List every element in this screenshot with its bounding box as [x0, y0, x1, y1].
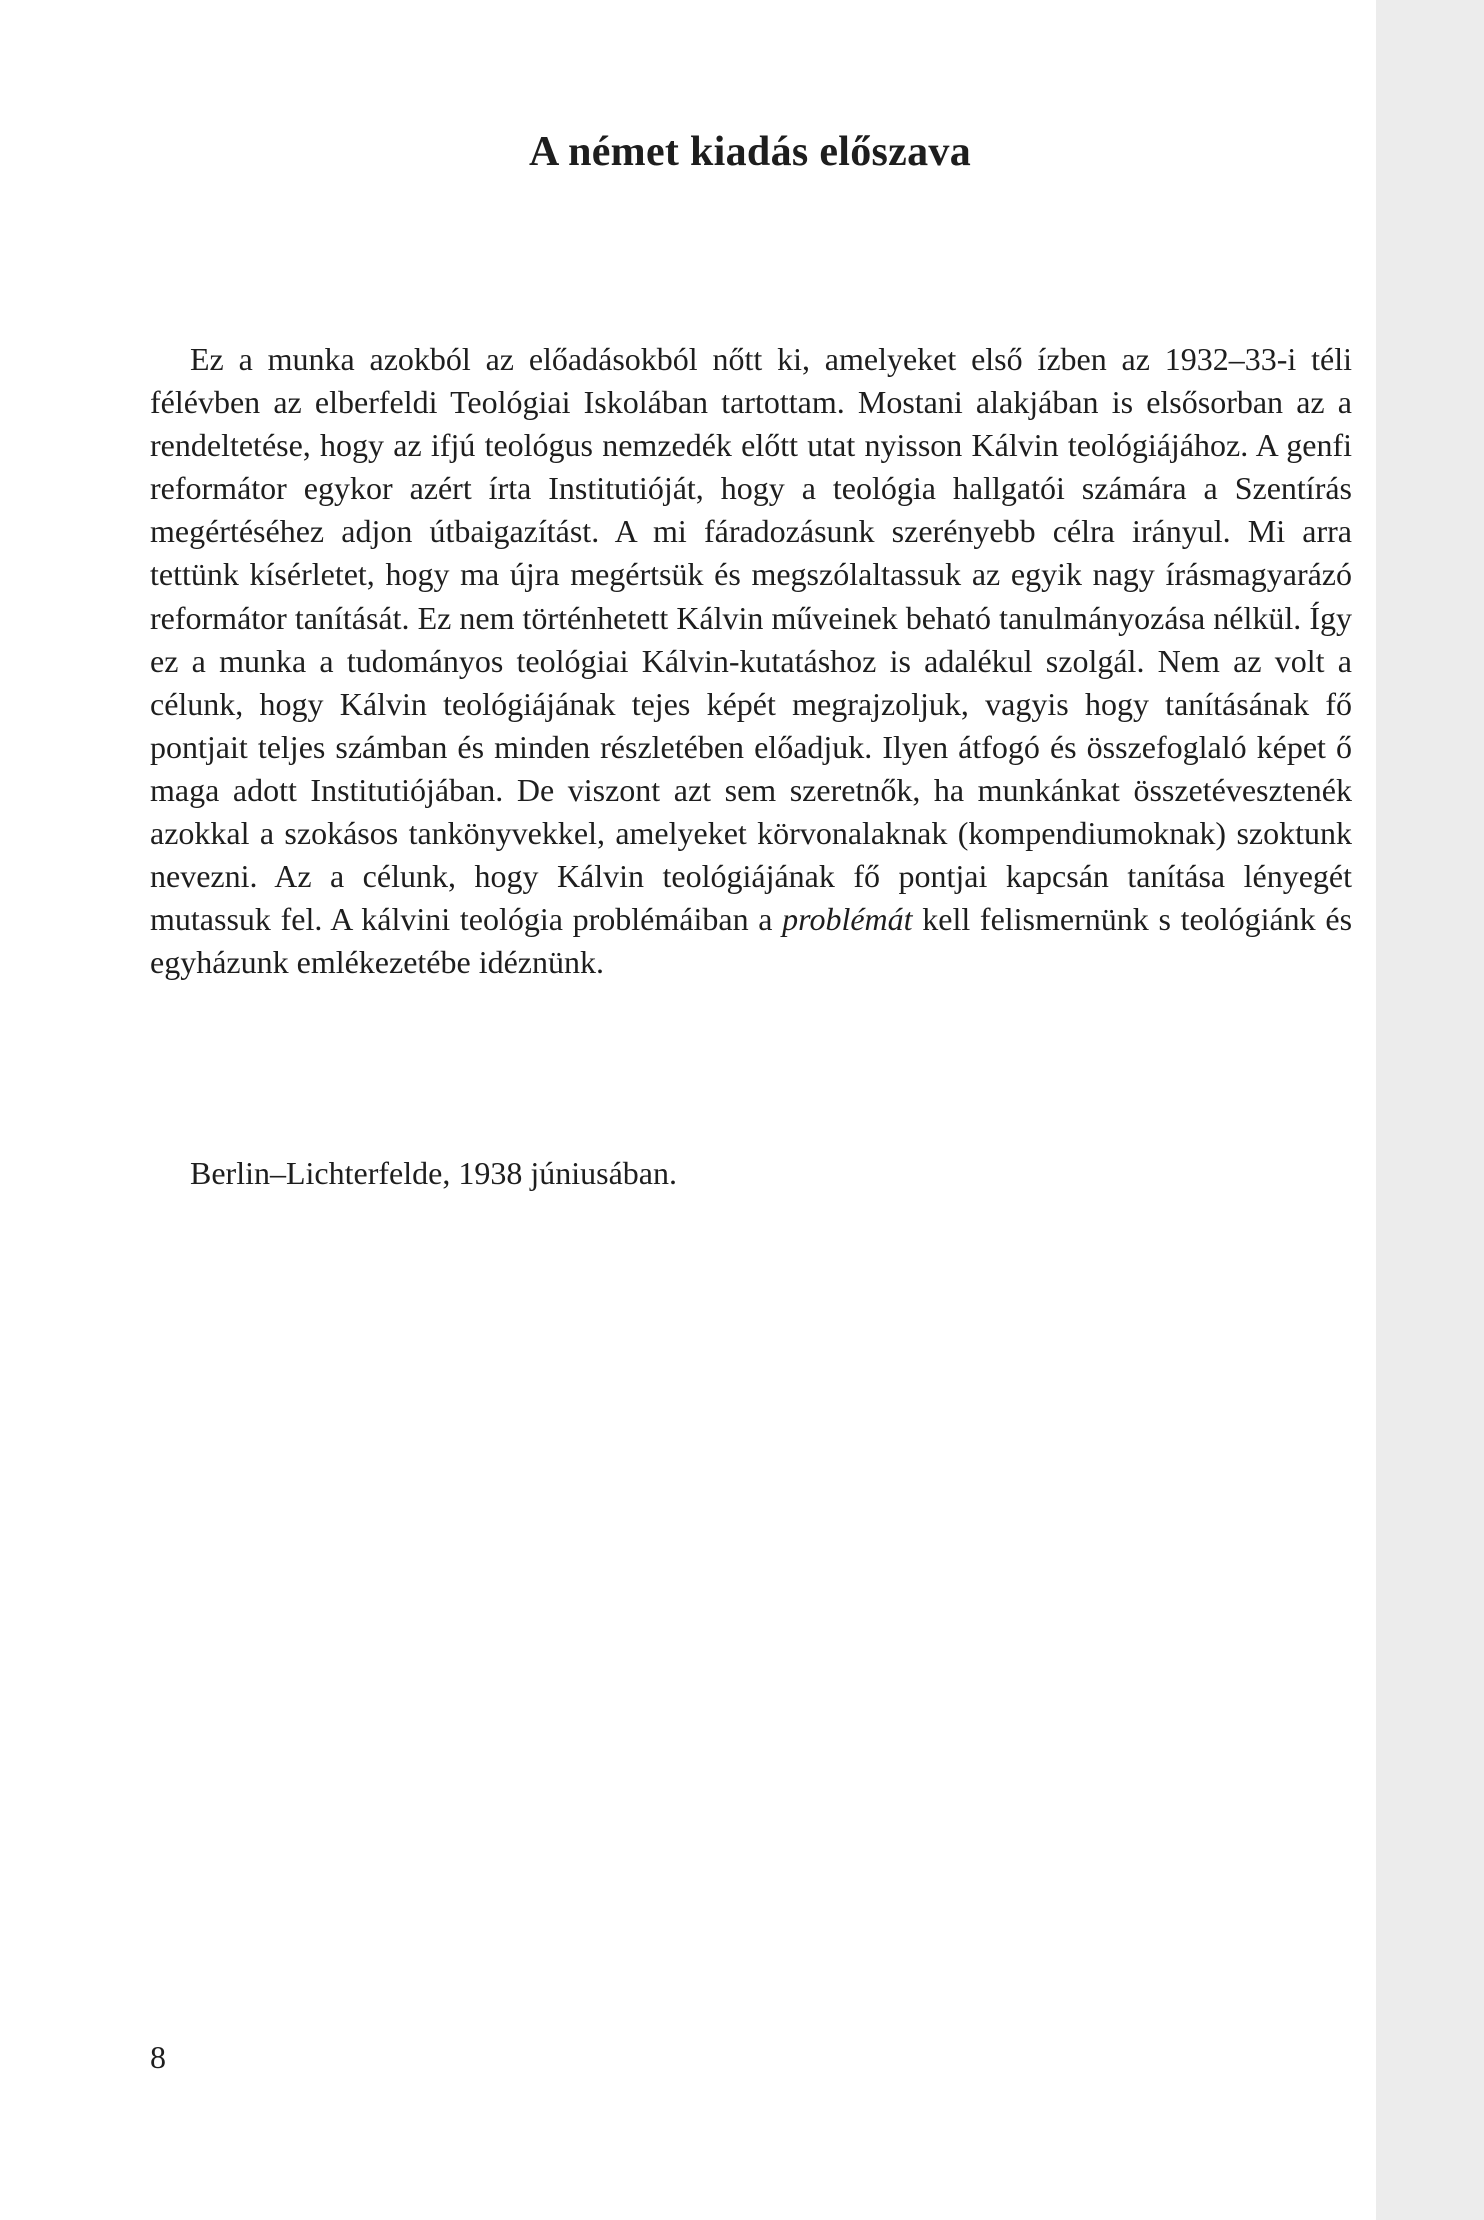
place-date-signature: Berlin–Lichterfelde, 1938 júniusában. [190, 1155, 677, 1191]
page-number: 8 [150, 2039, 166, 2075]
preface-paragraph [150, 338, 1352, 984]
paragraph-text-start: Ez a munka azokból az előadásokból nőtt ki, amelyeket első ízben az 1932–33-i téli félévben az elberfeldi Teológiai Iskolában tartottam. Mostani alakjában is elsősorban az a rendeltetése, hogy az ifjú teológus nemzedék előtt utat nyisson Kálvin teológiájához. A genfi reformátor egykor azért írta Institutióját, hogy a teológia hallgatói számára a Szentírás megértéséhez adjon útbaigazítást. A mi fáradozásunk szerényebb célra irányul. Mi arra tettünk kísérletet, hogy ma újra megértsük és megszólaltassuk az egyik nagy írásmagyarázó reformátor tanítását. Ez nem történhetett Kálvin műveinek beható tanulmányozása nélkül. Így ez a munka a tudományos teológiai Kálvin-kutatáshoz is adalékul szolgál. Nem az volt a célunk, hogy Kálvin teológiájának tejes képét megrajzoljuk, vagyis hogy tanításának fő pontjait teljes számban és minden részletében előadjuk. Ilyen átfogó és összefoglaló képet ő maga adott Institutiójában. De viszont azt sem szeretnők, ha munkánkat összetévesztenék azokkal a szokásos tankönyvekkel, amelyeket körvonalaknak (kompendiumoknak) szoktunk nevezni. Az a célunk, hogy Kálvin teológiájának fő pontjai kapcsán tanítása lényegét mutassuk fel. A kálvini teológia problémáiban a [150, 341, 1352, 938]
emphasized-word: problémát [782, 901, 913, 938]
paragraph-text-end: kell felismernünk s teológiánk és egyházunk emlékezetébe idéznünk. [150, 901, 1353, 981]
scan-margin [1376, 0, 1484, 2220]
page-title: A német kiadás előszava [528, 129, 972, 175]
